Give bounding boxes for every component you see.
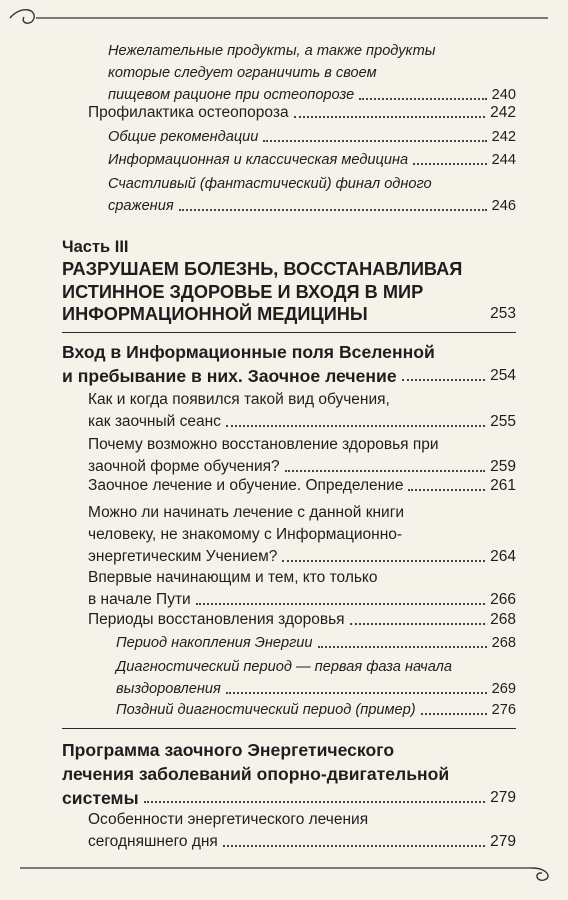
- page-number: 254: [490, 367, 516, 384]
- dot-leader: [408, 489, 485, 491]
- dot-leader: [294, 116, 486, 118]
- dot-leader: [318, 646, 487, 648]
- dot-leader: [263, 140, 486, 142]
- toc-entry-general-recommendations: [108, 126, 516, 148]
- entry-text-line: человеку, не знакомому с Информационно-: [88, 526, 403, 543]
- toc-entry-diagnostic-period: [116, 656, 516, 700]
- entry-text-line: сражения: [108, 198, 174, 214]
- page-number: 242: [490, 104, 516, 121]
- toc-entry-late-diagnostic: [116, 699, 516, 721]
- entry-text-line: Можно ли начинать лечение с данной книги: [88, 504, 405, 521]
- dot-leader: [223, 845, 485, 847]
- entry-text-line: Периоды восстановления здоровья: [88, 611, 345, 628]
- page-number: 242: [491, 129, 516, 145]
- part-label: Часть III: [62, 238, 129, 256]
- toc-entry-happy-finale: [108, 173, 516, 217]
- dot-leader: [144, 801, 486, 803]
- dot-leader: [285, 470, 485, 472]
- entry-text-line: которые следует ограничить в своем: [108, 65, 377, 81]
- toc-entry-beginners: [88, 567, 516, 611]
- entry-text-line: Почему возможно восстановление здоровья при: [88, 436, 439, 453]
- toc-section-remote-program: [62, 738, 516, 810]
- part-title-line: ИСТИННОЕ ЗДОРОВЬЕ И ВХОДЯ В МИР: [62, 281, 424, 302]
- entry-text-line: Информационная и классическая медицина: [108, 152, 409, 168]
- page-number: 240: [491, 87, 516, 103]
- entry-text-line: Особенности энергетического лечения: [88, 811, 369, 828]
- entry-text-line: Период накопления Энергии: [116, 635, 313, 651]
- dot-leader: [179, 209, 487, 211]
- page-number: 253: [490, 305, 516, 322]
- section-divider: [62, 728, 516, 729]
- entry-text-line: Заочное лечение и обучение. Определение: [88, 477, 404, 494]
- page-number: 266: [490, 591, 516, 608]
- entry-text-line: в начале Пути: [88, 591, 191, 608]
- dot-leader: [282, 560, 485, 562]
- entry-text-line: пищевом рационе при остеопорозе: [108, 87, 355, 103]
- toc-entry-osteoporosis-foods: [108, 40, 516, 106]
- entry-text-line: Профилактика остеопороза: [88, 104, 289, 121]
- page-number: 269: [491, 681, 516, 697]
- dot-leader: [196, 603, 485, 605]
- page-number: 279: [490, 833, 516, 850]
- toc-section-info-fields: [62, 340, 516, 388]
- entry-text-line: Счастливый (фантастический) финал одного: [108, 176, 432, 192]
- section-title-line: и пребывание в них. Заочное лечение: [62, 366, 397, 386]
- entry-text-line: Общие рекомендации: [108, 129, 259, 145]
- toc-entry-can-start: [88, 502, 516, 568]
- toc-entry-recovery-periods: [88, 609, 516, 631]
- section-title-line: Программа заочного Энергетического: [62, 740, 395, 760]
- toc-entry-definition: [88, 475, 516, 497]
- entry-text-line: заочной форме обучения?: [88, 458, 280, 475]
- section-title-line: Вход в Информационные поля Вселенной: [62, 342, 435, 362]
- entry-text-line: выздоровления: [116, 681, 221, 697]
- entry-text-line: энергетическим Учением?: [88, 548, 278, 565]
- page-number: 261: [490, 477, 516, 494]
- entry-text-line: Как и когда появился такой вид обучения,: [88, 391, 390, 408]
- toc-entry-energy-features: [88, 809, 516, 853]
- part-title-line: РАЗРУШАЕМ БОЛЕЗНЬ, ВОССТАНАВЛИВАЯ: [62, 259, 463, 279]
- entry-text-line: сегодняшнего дня: [88, 833, 218, 850]
- entry-text-line: Нежелательные продукты, а также продукты: [108, 43, 436, 59]
- dot-leader: [402, 379, 486, 381]
- dot-leader: [350, 623, 486, 625]
- toc-entry-energy-period: [116, 632, 516, 654]
- bottom-ornament: [0, 856, 568, 886]
- page-number: 255: [490, 413, 516, 430]
- page-number: 276: [491, 702, 516, 718]
- entry-text-line: как заочный сеанс: [88, 413, 221, 430]
- dot-leader: [226, 425, 485, 427]
- section-divider: [62, 332, 516, 333]
- page-number: 244: [491, 152, 516, 168]
- dot-leader: [421, 713, 487, 715]
- toc-entry-osteoporosis-prevention: [88, 102, 516, 124]
- dot-leader: [413, 163, 486, 165]
- section-title-line: лечения заболеваний опорно-двигательной: [62, 764, 450, 784]
- entry-text-line: Диагностический период — первая фаза начала: [116, 659, 452, 675]
- page-number: 268: [490, 611, 516, 628]
- entry-text-line: Поздний диагностический период (пример): [116, 702, 416, 718]
- page-number: 246: [491, 198, 516, 214]
- section-title-line: системы: [62, 788, 139, 808]
- dot-leader: [226, 692, 487, 694]
- entry-text-line: Впервые начинающим и тем, кто только: [88, 569, 378, 586]
- page-number: 264: [490, 548, 516, 565]
- toc-entry-why-possible: [88, 434, 516, 478]
- page-number: 259: [490, 458, 516, 475]
- toc-entry-info-classic-medicine: [108, 149, 516, 171]
- page-number: 268: [491, 635, 516, 651]
- toc-entry-how-appeared: [88, 389, 516, 433]
- part-title-line: ИНФОРМАЦИОННОЙ МЕДИЦИНЫ: [62, 304, 368, 324]
- page-number: 279: [490, 789, 516, 806]
- part-title: [62, 258, 516, 326]
- dot-leader: [359, 98, 486, 100]
